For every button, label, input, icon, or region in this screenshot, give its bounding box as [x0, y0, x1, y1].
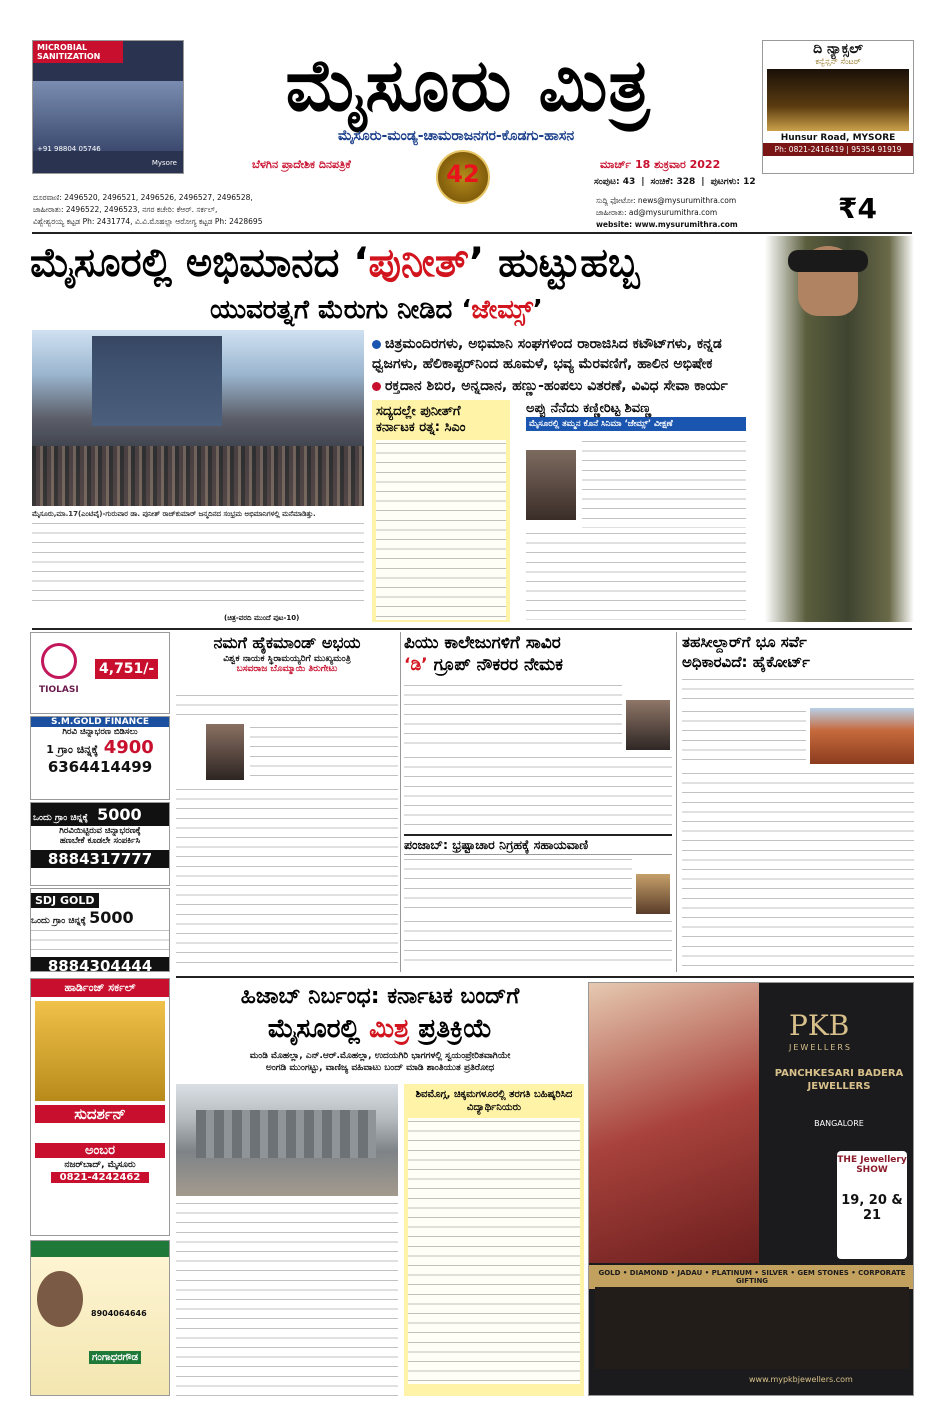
puc-story: ಪಿಯು ಕಾಲೇಜುಗಳಿಗೆ ಸಾವಿರ ‘ಡಿ’ ಗ್ರೂಪ್ ನೌಕರರ ನೇಮಕ: [404, 632, 672, 830]
hijab-headline: ಹಿಜಾಬ್ ನಿರ್ಬಂಧ: ಕರ್ನಾಟಕ ಬಂದ್‌ಗೆ ಮೈಸೂರಲ್ಲಿ ಮಿಶ್ರ ಪ್ರತಿಕ್ರಿಯೆ: [240, 984, 520, 1044]
portrait-image: [37, 1271, 83, 1327]
masthead-tagline: ಬೆಳಗಿನ ಪ್ರಾದೇಶಿಕ ದಿನಪತ್ರಿಕೆ: [252, 158, 351, 171]
sm-gold-finance-ad[interactable]: S.M.GOLD FINANCE ಗಿರವಿ ಚಿನ್ನಾಭರಣ ಬಿಡಿಸಲು 1 ಗ್ರಾಂ ಚಿನ್ನಕ್ಕೆ 4900 6364414499: [30, 716, 170, 800]
bullet-1: ಚಿತ್ರಮಂದಿರಗಳು, ಅಭಿಮಾನಿ ಸಂಘಗಳಿಂದ ರಾರಾಜಿಸಿದ ಕಟೌಟ್‌ಗಳು, ಕನ್ನಡ ಧ್ವಜಗಳು, ಹೆಲಿಕಾಪ್ಟರ್‌ನಿಂದ ಹೂಮಳೆ, ಭವ್ಯ ಮೆರವಣಿಗೆ, ಹಾಲಿನ ಅಭಿಷೇಕ: [372, 336, 722, 372]
tholasi-ad[interactable]: TIOLASI 4,751/-: [30, 632, 170, 714]
issue-info: ಸಂಪುಟ: 43 | ಸಂಚಿಕೆ: 328 | ಪುಟಗಳು: 12: [594, 177, 756, 187]
city-skyline-image: [33, 81, 184, 151]
castle-image: [767, 69, 909, 131]
puneeth-ratna-box: ಸದ್ಯದಲ್ಲೇ ಪುನೀತ್‌ಗೆ ಕರ್ನಾಟಕ ರತ್ನ: ಸಿಎಂ: [372, 400, 510, 622]
hijab-subhead: ಮಂಡಿ ಮೊಹಲ್ಲಾ, ಎನ್.ಆರ್.ಮೊಹಲ್ಲಾ, ಉದಯಗಿರಿ ಭಾಗಗಳಲ್ಲಿ ಸ್ವಯಂಪ್ರೇರಿತವಾಗಿಯೇ ಅಂಗಡಿ ಮುಂಗಟ್ಟು, ವಾಣಿಜ್ಯ ವಹಿವಾಟು ಬಂದ್ ಮಾಡಿ ಶಾಂತಿಯುತ ಪ್ರತಿರೋಧ: [249, 1051, 511, 1073]
email-news[interactable]: ಸುದ್ದಿ ಫೋಟೋ: news@mysurumithra.com: [596, 196, 737, 205]
lead-bullets: [372, 334, 744, 396]
lead-caption: ಮೈಸೂರು,ಮಾ.17(ಎಂಟಿವೈ)-ಗುರುವಾರ ಡಾ. ಪುನೀತ್ ರಾಜ್‌ಕುಮಾರ್ ಜನ್ಮದಿನದ ಸಂಭ್ರಮ ಅಭಿಮಾನಿಗಳಲ್ಲಿ ಮನೆಮಾಡಿತ್ತು.: [32, 510, 364, 622]
anniversary-emblem: 42: [420, 150, 506, 208]
tholasi-logo: [41, 643, 77, 679]
masthead-date: ಮಾರ್ಚ್ 18 ಶುಕ್ರವಾರ 2022: [600, 158, 721, 171]
ad-phone: +91 98804 05746: [37, 145, 101, 153]
masthead-regions: ಮೈಸೂರು-ಮಂಡ್ಯ-ಚಾಮರಾಜನಗರ-ಕೊಡಗು-ಹಾಸನ: [338, 128, 575, 144]
lead-subhead: ಯುವರತ್ನಗೆ ಮೆರುಗು ನೀಡಿದ ‘ಜೇಮ್ಸ್’: [210, 295, 543, 325]
pkb-jewellers-ad[interactable]: PKB JEWELLERS PANCHKESARI BADERA JEWELLERS BANGALORE THE Jewellery SHOW 19, 20 & 21 GOLD • DIAMOND • JADAU • PLATINUM • SILVER • GEM STONES • CORPORATE GIFTING www.mypkbjewellers.com: [588, 982, 914, 1396]
high-court-photo: [810, 708, 914, 764]
ad-subtitle: ಕನ್ವೆನ್ಷನ್ ಸೆಂಟರ್: [815, 57, 861, 66]
ad-title: ದಿ ನ್ಯಾಕ್ಸಲ್: [813, 41, 863, 57]
cm-photo: [206, 724, 244, 780]
jewellery-show-badge: THE Jewellery SHOW 19, 20 & 21: [837, 1151, 907, 1259]
theatre-crowd-photo: [32, 330, 364, 506]
shivanna-photo: [526, 450, 576, 520]
sdj-gold-ad[interactable]: SDJ GOLD ಒಂದು ಗ್ರಾಂ ಚಿನ್ನಕ್ಕೆ 5000 8884304444: [30, 888, 170, 972]
pages: ಪುಟಗಳು: 12: [710, 177, 756, 187]
hykamand-story: ನಮಗೆ ಹೈಕಮಾಂಡ್ ಅಭಯ ವಿಶ್ವಕ ನಾಯಕ ಸ್ಥಿರಾಮಯ್ಯರಿಗೆ ಮುಖ್ಯಮಂತ್ರಿ ಬಸವರಾಜ ಬೊಮ್ಮಾಯಿ ತಿರುಗೇಟು: [176, 632, 398, 970]
phone-lines: ದೂರವಾಣಿ: 2496520, 2496521, 2496526, 2496527, 2496528, ಜಾಹೀರಾತು: 2496522, 2496523, ನಗರ ಕಚೇರಿ: ಕೆಆರ್. ಸರ್ಕಲ್, ವಿಶ್ವೇಶ್ವರಯ್ಯ ಕಟ್ಟಡ Ph: 2431774, ವಿ.ವಿ.ಮೊಹಲ್ಲಾ ಆರೋಗ್ಯ ಕಟ್ಟಡ Ph: 2428695: [33, 193, 263, 226]
contact-emails: [596, 195, 738, 231]
bullet-2: ರಕ್ತದಾನ ಶಿಬಿರ, ಅನ್ನದಾನ, ಹಣ್ಣು-ಹಂಪಲು ವಿತರಣೆ, ವಿವಿಧ ಸೇವಾ ಕಾರ್ಯ: [372, 376, 744, 396]
lead-continued[interactable]: (ಚಿತ್ರ-ವರದಿ ಮುಂದೆ ಪುಟ-10): [224, 614, 300, 622]
issue: ಸಂಚಿಕೆ: 328: [650, 177, 696, 187]
model-image: [589, 983, 759, 1263]
website-link[interactable]: website: www.mysurumithra.com: [596, 220, 738, 229]
price: ₹4: [838, 192, 877, 225]
hijab-body: [176, 1200, 398, 1396]
politician-ad[interactable]: 8904064646 ಗಂಗಾಧರಗೌಡ: [30, 1240, 170, 1396]
ad-title: MICROBIAL SANITIZATION: [33, 41, 123, 63]
punjab-story: ಪಂಜಾಬ್: ಭ್ರಷ್ಟಾಚಾರ ನಿಗ್ರಹಕ್ಕೆ ಸಹಾಯವಾಣಿ: [404, 834, 672, 970]
lead-headline: ಮೈಸೂರಲ್ಲಿ ಅಭಿಮಾನದ ‘ಪುನೀತ್’ ಹುಟ್ಟುಹಬ್ಬ: [30, 240, 640, 286]
masthead-rule: [32, 232, 912, 234]
hijab-side-box: ಶಿವಮೊಗ್ಗ, ಚಿಕ್ಕಮಗಳೂರಲ್ಲಿ ತರಗತಿ ಬಹಿಷ್ಕರಿಸಿದ ವಿದ್ಯಾರ್ಥಿನಿಯರು: [404, 1084, 584, 1396]
showroom-image: [35, 1001, 165, 1101]
puneeth-military-photo: [748, 236, 914, 622]
castle-convention-ad[interactable]: [762, 40, 914, 174]
tahsildar-story: ತಹಸೀಲ್ದಾರ್‌ಗೆ ಭೂ ಸರ್ವೆ ಅಧಿಕಾರವಿದೆ: ಹೈಕೋರ್ಟ್: [682, 632, 914, 970]
volume: ಸಂಪುಟ: 43: [594, 177, 636, 187]
email-ad[interactable]: ಜಾಹೀರಾತು: ad@mysurumithra.com: [596, 208, 718, 217]
closed-shops-photo: [176, 1084, 398, 1196]
ad-city: Mysore: [151, 159, 177, 167]
sudarshan-ad[interactable]: ಹಾರ್ಡಿಂಜ್ ಸರ್ಕಲ್ ಸುದರ್ಶನ್ ಅಂಬರ ನಜರ್‌ಬಾದ್, ಮೈಸೂರು 0821-4242462: [30, 978, 170, 1236]
minister-photo: [626, 700, 670, 750]
microbial-sanitization-ad[interactable]: [32, 40, 184, 174]
ad-address: Hunsur Road, MYSORE: [780, 133, 896, 143]
punjab-cm-photo: [636, 874, 670, 914]
shivanna-story: ಅಪ್ಪು ನೆನೆದು ಕಣ್ಣೀರಿಟ್ಟ ಶಿವಣ್ಣ ಮೈಸೂರಲ್ಲಿ ತಮ್ಮನ ಕೊನೆ ಸಿನಿಮಾ ‘ಜೇಮ್ಸ್’ ವೀಕ್ಷಣೆ: [526, 400, 746, 622]
masthead-title: ಮೈಸೂರು ಮಿತ್ರ: [285, 43, 651, 127]
ad-phone: Ph: 0821-2416419 | 95354 91919: [763, 143, 913, 156]
gold-loan-ad[interactable]: ಒಂದು ಗ್ರಾಂ ಚಿನ್ನಕ್ಕೆ 5000 ಗಿರವಿಯಿಟ್ಟಿರುವ ಚಿನ್ನಾಭರಣಕ್ಕೆ ಹಣಬೇಕೆ ಕೂಡಲೇ ಸಂಪರ್ಕಿಸಿ 8884317777: [30, 802, 170, 886]
